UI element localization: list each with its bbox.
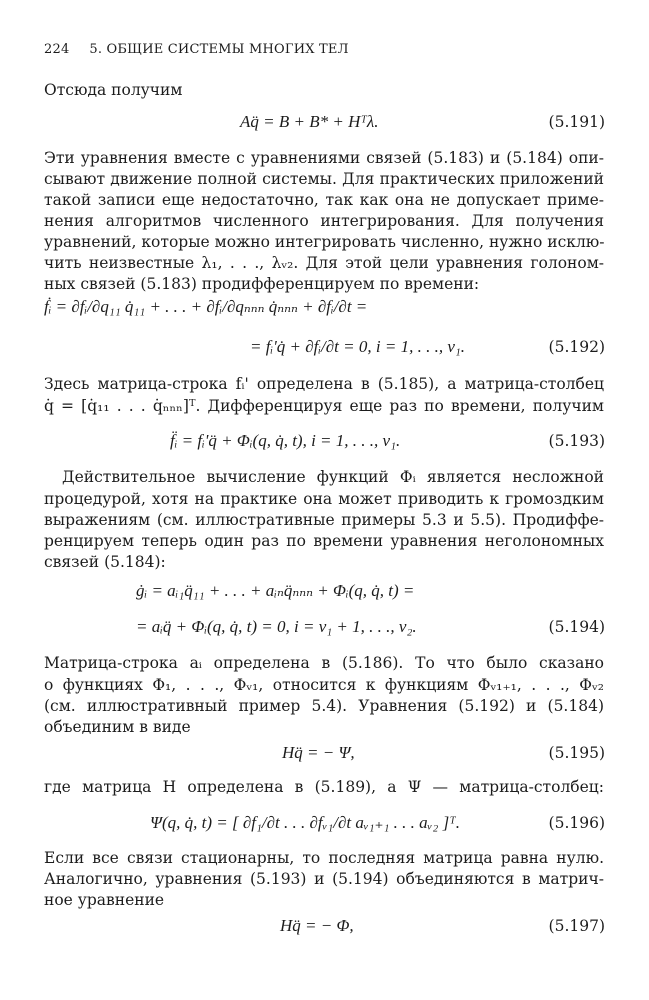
paragraph-line: уравнений, которые можно интегрировать численно, нужно исклю- xyxy=(44,233,605,251)
equation-number-5-194: (5.194) xyxy=(548,618,605,636)
paragraph-line: сывают движение полной системы. Для практических приложений xyxy=(44,170,604,188)
paragraph-line: такой записи еще недостаточно, так как она не допускает приме- xyxy=(44,191,604,209)
equation-5-197: Hq̈ = − Φ, xyxy=(280,916,354,935)
paragraph-line: Здесь матрица-строка fᵢ' определена в (5.185), а матрица-столбец xyxy=(44,375,604,393)
paragraph-line: ных связей (5.183) продифференцируем по времени: xyxy=(44,275,480,293)
equation-number-5-191: (5.191) xyxy=(548,113,605,131)
equation-5-196: Ψ(q, q̇, t) = [ ∂f₁/∂t . . . ∂fᵥ₁/∂t aᵥ₁₊₁ . . . aᵥ₂ ]ᵀ. xyxy=(150,813,461,832)
equation-number-5-196: (5.196) xyxy=(548,814,605,832)
paragraph-line: q̇ = [q̇₁₁ . . . q̇ₙₙₙ]ᵀ. Дифференцируя еще раз по времени, получим xyxy=(44,397,604,415)
paragraph-line: чить неизвестные λ₁, . . ., λᵥ₂. Для этой цели уравнения голоном- xyxy=(44,254,604,272)
chapter-title: 5. ОБЩИЕ СИСТЕМЫ МНОГИХ ТЕЛ xyxy=(89,42,349,57)
equation-5-194-line2: = aᵢq̈ + Φᵢ(q, q̇, t) = 0, i = ν₁ + 1, . . ., ν₂. xyxy=(136,617,417,636)
equation-5-193: f̈ᵢ = fᵢ'q̈ + Φᵢ(q, q̇, t), i = 1, . . ., ν₁. xyxy=(170,431,401,450)
paragraph-line: Матрица-строка aᵢ определена в (5.186). То что было сказано xyxy=(44,654,604,672)
equation-5-191: Aq̈ = B + B* + Hᵀλ. xyxy=(240,112,379,131)
paragraph-line: Эти уравнения вместе с уравнениями связей (5.183) и (5.184) опи- xyxy=(44,149,604,167)
paragraph-intro: Отсюда получим xyxy=(44,81,183,99)
paragraph-line: связей (5.184): xyxy=(44,553,166,571)
paragraph-line: выражениям (см. иллюстративные примеры 5.3 и 5.5). Продиффе- xyxy=(44,511,604,529)
equation-5-195: Hq̈ = − Ψ, xyxy=(282,743,355,762)
equation-number-5-197: (5.197) xyxy=(548,917,605,935)
paragraph-line: ренцируем теперь один раз по времени уравнения неголономных xyxy=(44,532,604,550)
equation-number-5-195: (5.195) xyxy=(548,744,605,762)
paragraph-line: процедурой, хотя на практике она может приводить к громоздким xyxy=(44,490,604,508)
paragraph-line: ное уравнение xyxy=(44,891,165,909)
paragraph-line: (см. иллюстративный пример 5.4). Уравнения (5.192) и (5.184) xyxy=(44,697,604,715)
paragraph-line: где матрица H определена в (5.189), а Ψ — матрица-столбец: xyxy=(44,778,604,796)
running-header xyxy=(44,40,604,60)
paragraph-line: Действительное вычисление функций Φᵢ является несложной xyxy=(62,468,604,486)
page-number: 224 xyxy=(44,42,70,57)
equation-number-5-192: (5.192) xyxy=(548,338,605,356)
equation-5-194-line1: ġᵢ = aᵢ₁q̈₁₁ + . . . + aᵢₙq̈ₙₙₙ + Φᵢ(q, q̇, t) = xyxy=(136,581,415,600)
paragraph-line: Аналогично, уравнения (5.193) и (5.194) объединяются в матрич- xyxy=(44,870,604,888)
equation-5-192-line1: ḟᵢ = ∂fᵢ/∂q₁₁ q̇₁₁ + . . . + ∂fᵢ/∂qₙₙₙ q̇ₙₙₙ + ∂fᵢ/∂t = xyxy=(44,297,368,316)
paragraph-line: о функциях Φ₁, . . ., Φᵥ₁, относится к функциям Φᵥ₁₊₁, . . ., Φᵥ₂ xyxy=(44,676,604,694)
paragraph-line: нения алгоритмов численного интегрирования. Для получения xyxy=(44,212,604,230)
paragraph-line: Если все связи стационарны, то последняя матрица равна нулю. xyxy=(44,849,604,867)
equation-number-5-193: (5.193) xyxy=(548,432,605,450)
equation-5-192-line2: = fᵢ'q̇ + ∂fᵢ/∂t = 0, i = 1, . . ., ν₁. xyxy=(250,337,466,356)
paragraph-line: объединим в виде xyxy=(44,718,191,736)
